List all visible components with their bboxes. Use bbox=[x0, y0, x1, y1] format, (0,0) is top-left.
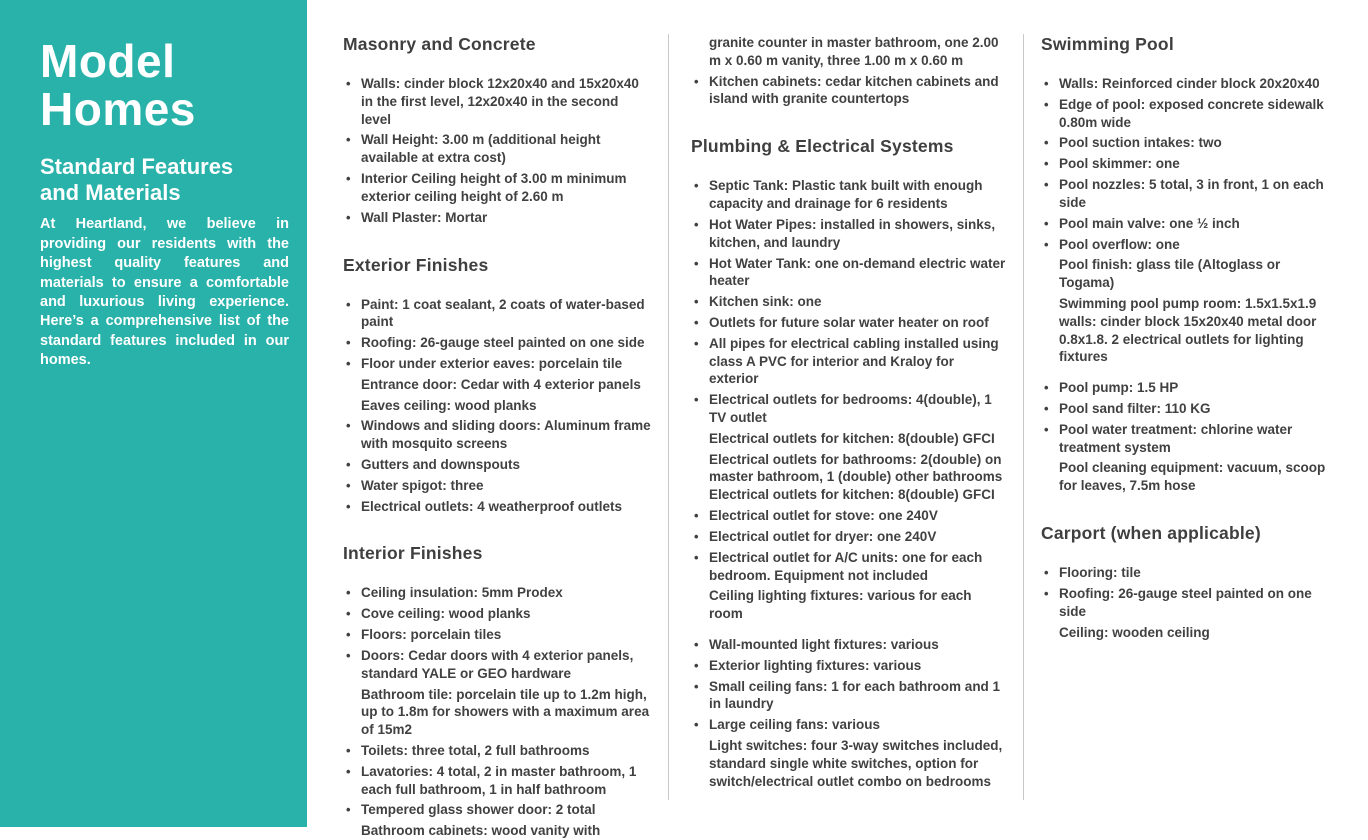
feature-item: • Electrical outlet for stove: one 240V bbox=[691, 507, 1007, 525]
feature-item: • Large ceiling fans: various bbox=[691, 716, 1007, 734]
feature-item: • Interior Ceiling height of 3.00 m minimum exterior ceiling height of 2.60 m bbox=[343, 170, 652, 206]
feature-item: • Kitchen cabinets: cedar kitchen cabinets and island with granite countertops bbox=[691, 73, 1007, 109]
column-1 bbox=[307, 34, 668, 839]
feature-item: Bathroom tile: porcelain tile up to 1.2m high, up to 1.8m for showers with a maximum area of 15m2 bbox=[361, 686, 650, 738]
section-heading: Interior Finishes bbox=[343, 543, 483, 564]
intro-paragraph: At Heartland, we believe in providing our residents with the highest quality features and materials to ensure a comfortable and luxurious living experience. Here’s a comprehensive list of the standard features included in our homes. bbox=[40, 216, 289, 369]
feature-item: • Wall Plaster: Mortar bbox=[343, 209, 652, 227]
section-heading: Swimming Pool bbox=[1041, 34, 1174, 54]
feature-section bbox=[343, 34, 652, 227]
feature-item: granite counter in master bathroom, one 2.00 m x 0.60 m vanity, three 1.00 m x 0.60 m bbox=[709, 35, 999, 68]
feature-item: Electrical outlets for kitchen: 8(double) GFCI bbox=[709, 430, 995, 446]
feature-section bbox=[1041, 34, 1330, 495]
feature-item: • Electrical outlet for A/C units: one for each bedroom. Equipment not included bbox=[691, 549, 1007, 585]
column-2 bbox=[668, 34, 1023, 800]
feature-item: Pool cleaning equipment: vacuum, scoop for leaves, 7.5m hose bbox=[1059, 460, 1326, 494]
feature-item: • Outlets for future solar water heater on roof bbox=[691, 314, 1007, 332]
page-title-line2: Homes bbox=[40, 82, 196, 135]
feature-section bbox=[343, 255, 652, 516]
feature-item: Swimming pool pump room: 1.5x1.5x1.9 walls: cinder block 15x20x40 metal door 0.8x1.8. 2 electrical outlets for lighting fixtures bbox=[1059, 295, 1317, 365]
feature-list bbox=[343, 75, 652, 227]
section-heading: Plumbing & Electrical Systems bbox=[691, 136, 954, 157]
feature-item: • Flooring: tile bbox=[1041, 564, 1330, 582]
feature-item: • Doors: Cedar doors with 4 exterior panels, standard YALE or GEO hardware bbox=[343, 647, 652, 683]
feature-item: • Pool suction intakes: two bbox=[1041, 134, 1330, 152]
feature-item: Light switches: four 3-way switches included, standard single white switches, option for switch/electrical outlet combo on bedrooms bbox=[709, 738, 1003, 789]
feature-item: • Pool overflow: one bbox=[1041, 236, 1330, 254]
feature-item: • Kitchen sink: one bbox=[691, 293, 1007, 311]
feature-item: • Pool main valve: one ½ inch bbox=[1041, 215, 1330, 233]
feature-item: • Cove ceiling: wood planks bbox=[343, 605, 652, 623]
feature-item: • Pool water treatment: chlorine water treatment system bbox=[1041, 421, 1330, 457]
feature-item: • Septic Tank: Plastic tank built with enough capacity and drainage for 6 residents bbox=[691, 177, 1007, 213]
feature-item: • Exterior lighting fixtures: various bbox=[691, 657, 1007, 675]
feature-item: Ceiling: wooden ceiling bbox=[1059, 624, 1210, 640]
feature-item: • Floor under exterior eaves: porcelain tile bbox=[343, 355, 652, 373]
feature-item: • All pipes for electrical cabling installed using class A PVC for interior and Kraloy for exterior bbox=[691, 335, 1007, 388]
feature-item: Entrance door: Cedar with 4 exterior panels bbox=[361, 376, 641, 392]
feature-item: • Hot Water Tank: one on-demand electric water heater bbox=[691, 255, 1007, 291]
feature-item: • Hot Water Pipes: installed in showers, sinks, kitchen, and laundry bbox=[691, 216, 1007, 252]
section-heading: Carport (when applicable) bbox=[1041, 523, 1261, 544]
feature-section bbox=[691, 136, 1007, 790]
feature-list bbox=[343, 584, 652, 840]
feature-item: • Pool skimmer: one bbox=[1041, 155, 1330, 173]
feature-item: Ceiling lighting fixtures: various for each room bbox=[709, 588, 972, 622]
feature-item: • Electrical outlets for bedrooms: 4(double), 1 TV outlet bbox=[691, 391, 1007, 427]
section-heading: Exterior Finishes bbox=[343, 254, 489, 275]
feature-item: • Tempered glass shower door: 2 total bbox=[343, 801, 652, 819]
feature-section bbox=[691, 34, 1007, 108]
feature-item: • Walls: cinder block 12x20x40 and 15x20x40 in the first level, 12x20x40 in the second level bbox=[343, 75, 652, 128]
feature-item: • Lavatories: 4 total, 2 in master bathroom, 1 each full bathroom, 1 in half bathroom bbox=[343, 763, 652, 799]
feature-item: • Paint: 1 coat sealant, 2 coats of water-based paint bbox=[343, 296, 652, 332]
feature-item: • Gutters and downspouts bbox=[343, 456, 652, 474]
feature-item: • Electrical outlet for dryer: one 240V bbox=[691, 528, 1007, 546]
feature-item: • Water spigot: three bbox=[343, 477, 652, 495]
feature-item: • Wall-mounted light fixtures: various bbox=[691, 636, 1007, 654]
feature-list bbox=[1041, 564, 1330, 641]
feature-item: • Walls: Reinforced cinder block 20x20x40 bbox=[1041, 75, 1330, 93]
feature-item: • Pool sand filter: 110 KG bbox=[1041, 400, 1330, 418]
feature-item: Eaves ceiling: wood planks bbox=[361, 397, 537, 413]
column-3 bbox=[1023, 34, 1368, 800]
section-heading: Masonry and Concrete bbox=[343, 34, 536, 54]
feature-list bbox=[1041, 75, 1330, 495]
feature-item: • Ceiling insulation: 5mm Prodex bbox=[343, 584, 652, 602]
feature-item: Electrical outlets for bathrooms: 2(double) on master bathroom, 1 (double) other bathrooms Electrical outlets for kitchen: 8(double) GFCI bbox=[709, 451, 1003, 503]
feature-item: • Roofing: 26-gauge steel painted on one side bbox=[1041, 585, 1330, 621]
feature-item: • Small ceiling fans: 1 for each bathroom and 1 in laundry bbox=[691, 678, 1007, 714]
feature-list bbox=[691, 34, 1007, 108]
feature-item: • Pool pump: 1.5 HP bbox=[1041, 379, 1330, 397]
feature-item: • Toilets: three total, 2 full bathrooms bbox=[343, 742, 652, 760]
feature-list bbox=[691, 177, 1007, 790]
feature-item: • Roofing: 26-gauge steel painted on one side bbox=[343, 334, 652, 352]
features-content bbox=[307, 0, 1368, 840]
feature-item: • Windows and sliding doors: Aluminum frame with mosquito screens bbox=[343, 417, 652, 453]
feature-item: • Wall Height: 3.00 m (additional height available at extra cost) bbox=[343, 131, 652, 167]
feature-section bbox=[343, 543, 652, 840]
page-subtitle: Standard Features and Materials bbox=[40, 153, 234, 206]
feature-item: Pool finish: glass tile (Altoglass or Togama) bbox=[1059, 257, 1281, 291]
feature-list bbox=[343, 296, 652, 516]
feature-item: Bathroom cabinets: wood vanity with bbox=[361, 823, 601, 839]
feature-item: • Pool nozzles: 5 total, 3 in front, 1 on each side bbox=[1041, 176, 1330, 212]
feature-item: • Floors: porcelain tiles bbox=[343, 626, 652, 644]
sidebar bbox=[0, 0, 307, 827]
feature-section bbox=[1041, 523, 1330, 641]
feature-item: • Edge of pool: exposed concrete sidewalk 0.80m wide bbox=[1041, 96, 1330, 132]
feature-item: • Electrical outlets: 4 weatherproof outlets bbox=[343, 498, 652, 516]
page-title bbox=[40, 35, 289, 135]
page-title-line1: Model bbox=[40, 35, 176, 87]
